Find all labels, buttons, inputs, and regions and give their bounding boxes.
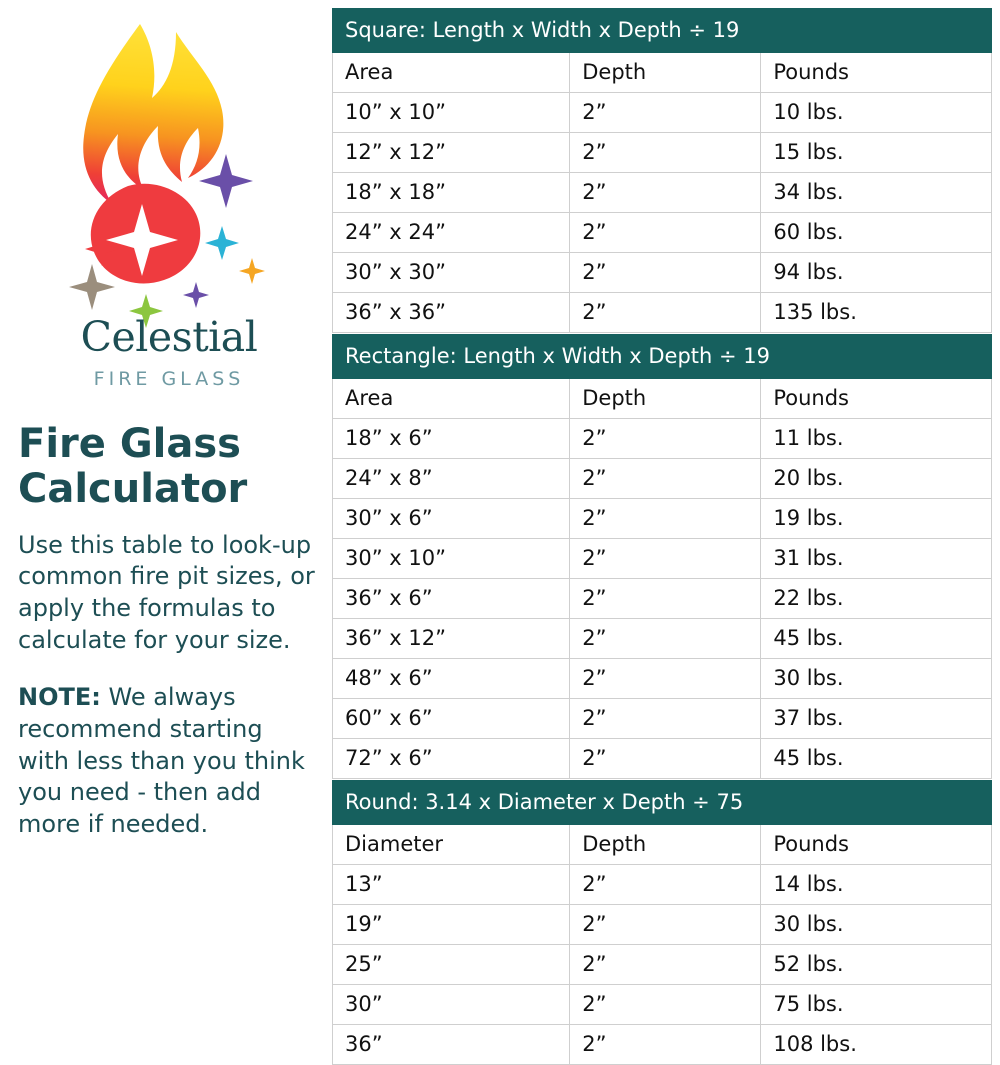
column-header: Pounds <box>761 379 992 419</box>
table-cell: 10 lbs. <box>761 93 992 133</box>
table-row <box>333 459 992 499</box>
table-cell: 20 lbs. <box>761 459 992 499</box>
table-cell: 18” x 6” <box>333 419 570 459</box>
brand-logo <box>18 8 318 408</box>
column-header: Diameter <box>333 825 570 865</box>
table-row <box>333 419 992 459</box>
table-column-header-row <box>333 825 992 865</box>
table-row <box>333 253 992 293</box>
table-row <box>333 499 992 539</box>
table-cell: 2” <box>570 173 761 213</box>
table-cell: 25” <box>333 945 570 985</box>
table-cell: 36” x 36” <box>333 293 570 333</box>
column-header: Area <box>333 379 570 419</box>
brand-name: Celestial <box>80 313 258 361</box>
table-cell: 30” x 30” <box>333 253 570 293</box>
table-cell: 75 lbs. <box>761 985 992 1025</box>
table-cell: 15 lbs. <box>761 133 992 173</box>
column-header: Depth <box>570 825 761 865</box>
table-cell: 12” x 12” <box>333 133 570 173</box>
table-cell: 14 lbs. <box>761 865 992 905</box>
table-row <box>333 699 992 739</box>
table-cell: 2” <box>570 739 761 779</box>
table-column-header-row <box>333 379 992 419</box>
table-row <box>333 619 992 659</box>
table-cell: 22 lbs. <box>761 579 992 619</box>
table-cell: 36” x 12” <box>333 619 570 659</box>
table-cell: 2” <box>570 985 761 1025</box>
table-row <box>333 985 992 1025</box>
table-cell: 45 lbs. <box>761 619 992 659</box>
table-cell: 108 lbs. <box>761 1025 992 1065</box>
table-section-header <box>333 781 992 825</box>
column-header: Pounds <box>761 825 992 865</box>
table-row <box>333 133 992 173</box>
table-cell: 2” <box>570 579 761 619</box>
table-cell: 10” x 10” <box>333 93 570 133</box>
table-section-title: Rectangle: Length x Width x Depth ÷ 19 <box>333 335 992 379</box>
table-cell: 2” <box>570 459 761 499</box>
table-cell: 45 lbs. <box>761 739 992 779</box>
table-cell: 2” <box>570 905 761 945</box>
table-cell: 2” <box>570 865 761 905</box>
table-cell: 30” x 10” <box>333 539 570 579</box>
column-header: Area <box>333 53 570 93</box>
table-cell: 2” <box>570 253 761 293</box>
table-row <box>333 213 992 253</box>
column-header: Pounds <box>761 53 992 93</box>
table-cell: 19 lbs. <box>761 499 992 539</box>
table-cell: 36” <box>333 1025 570 1065</box>
table-cell: 2” <box>570 699 761 739</box>
table-row <box>333 865 992 905</box>
table-cell: 2” <box>570 213 761 253</box>
table-cell: 18” x 18” <box>333 173 570 213</box>
table-cell: 2” <box>570 93 761 133</box>
table-cell: 30 lbs. <box>761 905 992 945</box>
table-cell: 2” <box>570 293 761 333</box>
table-cell: 2” <box>570 659 761 699</box>
table-cell: 37 lbs. <box>761 699 992 739</box>
table-cell: 60” x 6” <box>333 699 570 739</box>
column-header: Depth <box>570 379 761 419</box>
note-label: NOTE: <box>18 683 101 712</box>
table-row <box>333 739 992 779</box>
table-cell: 135 lbs. <box>761 293 992 333</box>
table-cell: 30 lbs. <box>761 659 992 699</box>
table-cell: 31 lbs. <box>761 539 992 579</box>
table-cell: 19” <box>333 905 570 945</box>
table-cell: 24” x 24” <box>333 213 570 253</box>
table-row <box>333 539 992 579</box>
table-section-header <box>333 335 992 379</box>
table-cell: 94 lbs. <box>761 253 992 293</box>
table-column-header-row <box>333 53 992 93</box>
fire-glass-table <box>332 8 992 1065</box>
table-cell: 11 lbs. <box>761 419 992 459</box>
table-cell: 30” <box>333 985 570 1025</box>
table-cell: 2” <box>570 133 761 173</box>
table-cell: 60 lbs. <box>761 213 992 253</box>
column-header: Depth <box>570 53 761 93</box>
table-cell: 30” x 6” <box>333 499 570 539</box>
table-cell: 13” <box>333 865 570 905</box>
table-row <box>333 173 992 213</box>
table-cell: 2” <box>570 945 761 985</box>
note-body: We always recommend starting with less than you think you need - then add more if needed. <box>18 683 305 838</box>
table-section-title: Square: Length x Width x Depth ÷ 19 <box>333 9 992 53</box>
table-row <box>333 579 992 619</box>
table-row <box>333 659 992 699</box>
table-cell: 2” <box>570 419 761 459</box>
table-cell: 72” x 6” <box>333 739 570 779</box>
table-cell: 2” <box>570 619 761 659</box>
table-cell: 24” x 8” <box>333 459 570 499</box>
table-row <box>333 905 992 945</box>
flame-with-stars-logo-icon <box>36 18 266 318</box>
table-cell: 48” x 6” <box>333 659 570 699</box>
note-text <box>18 682 316 840</box>
table-row <box>333 293 992 333</box>
table-row <box>333 945 992 985</box>
table-section-title: Round: 3.14 x Diameter x Depth ÷ 75 <box>333 781 992 825</box>
table-row <box>333 1025 992 1065</box>
table-row <box>333 93 992 133</box>
table-cell: 2” <box>570 539 761 579</box>
table-cell: 36” x 6” <box>333 579 570 619</box>
table-cell: 34 lbs. <box>761 173 992 213</box>
intro-text: Use this table to look-up common fire pit sizes, or apply the formulas to calculate for your size. <box>18 530 315 654</box>
table-cell: 2” <box>570 1025 761 1065</box>
table-cell: 52 lbs. <box>761 945 992 985</box>
left-panel <box>0 0 330 1000</box>
table-section-header <box>333 9 992 53</box>
table-cell: 2” <box>570 499 761 539</box>
tables-panel <box>332 8 992 1065</box>
page-title: Fire Glass Calculator <box>18 421 248 512</box>
brand-tagline: FIRE GLASS <box>93 368 245 390</box>
